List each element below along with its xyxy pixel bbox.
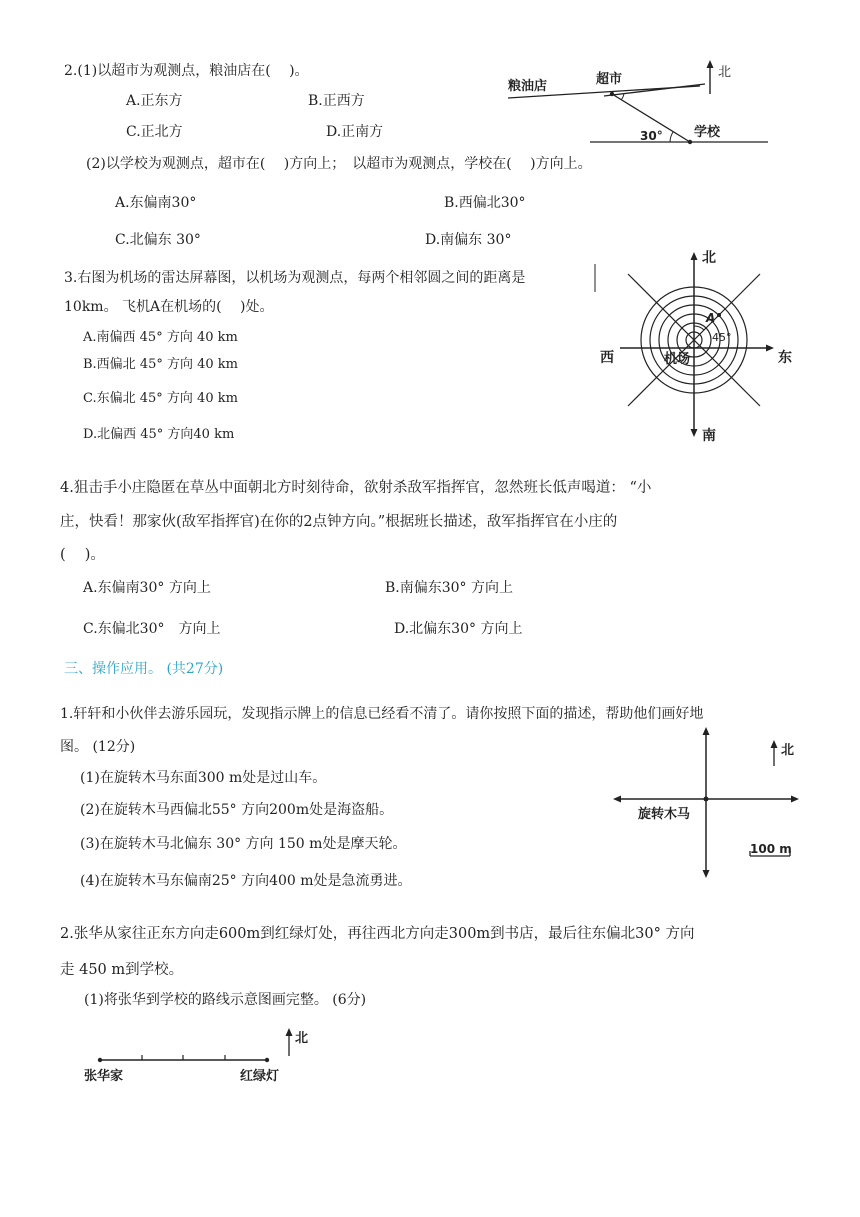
q2-sub1: 2.(1)以超市为观测点，粮油店在( )。 <box>64 63 309 79</box>
q4-option-c: C.东偏北30° 方向上 <box>83 621 221 637</box>
q2-sub2-option-b: B.西偏北30° <box>444 195 526 211</box>
op2-line2: 走 450 m到学校。 <box>60 962 184 978</box>
q3-option-d: D.北偏西 45° 方向40 km <box>83 427 235 442</box>
north-arrow-head <box>707 60 714 68</box>
q2-sub2: (2)以学校为观测点，超市在( )方向上； 以超市为观测点，学校在( )方向上。 <box>86 156 592 172</box>
market-label: 超市 <box>596 72 623 87</box>
q4-option-a: A.东偏南30° 方向上 <box>83 580 211 596</box>
q2-option-c: C.正北方 <box>126 124 183 140</box>
carousel-point <box>704 797 709 802</box>
home-label: 张华家 <box>84 1069 124 1084</box>
store-label: 粮油店 <box>508 79 548 94</box>
map-east-arrowhead <box>791 796 799 803</box>
home-point <box>98 1058 102 1062</box>
school-point <box>688 140 692 144</box>
school-label: 学校 <box>694 125 721 140</box>
scale-label: 100 m <box>750 842 792 856</box>
q2-option-a: A.正东方 <box>126 93 183 109</box>
q4-line3: ( )。 <box>60 547 105 563</box>
q2-option-d: D.正南方 <box>326 124 384 140</box>
q4-line1: 4.狙击手小庄隐匿在草丛中面朝北方时刻待命，欲射杀敌军指挥官，忽然班长低声喝道： “小 <box>60 480 652 496</box>
north-label: 北 <box>718 65 732 80</box>
radar-east-label: 东 <box>778 350 792 366</box>
radar-north-arrow <box>691 252 698 260</box>
carousel-map-figure <box>610 722 806 880</box>
light-point <box>265 1058 269 1062</box>
radar-north-label: 北 <box>702 250 716 266</box>
plane-a-point <box>717 313 721 317</box>
angle-label: 30° <box>640 129 663 143</box>
q3-option-c: C.东偏北 45° 方向 40 km <box>83 391 238 406</box>
radar-angle-label: 45° <box>712 331 732 344</box>
radar-east-arrow <box>766 345 774 352</box>
q4-option-b: B.南偏东30° 方向上 <box>385 580 514 596</box>
map-north-arrowhead <box>703 727 710 735</box>
q2-sub2-option-d: D.南偏东 30° <box>425 232 512 248</box>
radar-south-arrow <box>691 429 698 437</box>
market-point <box>610 92 614 96</box>
q4-line2: 庄，快看！那家伙(敌军指挥官)在你的2点钟方向。”根据班长描述，敌军指挥官在小庄的 <box>60 514 618 530</box>
op1-item4: (4)在旋转木马东偏南25° 方向400 m处是急流勇进。 <box>80 873 412 889</box>
route-north-label: 北 <box>295 1031 309 1046</box>
op1-line1: 1.轩轩和小伙伴去游乐园玩，发现指示牌上的信息已经看不清了。请你按照下面的描述，帮助他们画好地 <box>60 706 704 722</box>
op1-line2: 图。 (12分) <box>60 739 136 755</box>
q2-sub2-option-a: A.东偏南30° <box>115 195 197 211</box>
radar-west-label: 西 <box>600 350 614 366</box>
q3-option-a: A.南偏西 45° 方向 40 km <box>83 330 238 345</box>
section-3-title: 三、操作应用。 (共27分) <box>64 661 224 677</box>
airport-label: 机场 <box>664 352 691 367</box>
q2-map-figure <box>500 56 770 156</box>
plane-a-label: A <box>706 311 716 325</box>
north-indicator-head <box>771 740 778 748</box>
radar-angle-arc <box>694 326 704 330</box>
route-north-head <box>286 1028 293 1036</box>
q2-option-b: B.正西方 <box>308 93 365 109</box>
map-south-arrowhead <box>703 870 710 878</box>
q4-option-d: D.北偏东30° 方向上 <box>394 621 523 637</box>
school-angle-arc <box>670 132 673 142</box>
op1-item1: (1)在旋转木马东面300 m处是过山车。 <box>80 770 327 786</box>
q3-stem-line1: 3.右图为机场的雷达屏幕图，以机场为观测点，每两个相邻圆之间的距离是 <box>64 270 526 286</box>
route-figure <box>82 1022 318 1086</box>
q2-sub2-option-c: C.北偏东 30° <box>115 232 201 248</box>
q3-option-b: B.西偏北 45° 方向 40 km <box>83 357 239 372</box>
op1-item2: (2)在旋转木马西偏北55° 方向200m处是海盗船。 <box>80 802 394 818</box>
op1-item3: (3)在旋转木马北偏东 30° 方向 150 m处是摩天轮。 <box>80 836 407 852</box>
carousel-label: 旋转木马 <box>638 807 691 822</box>
op2-item1: (1)将张华到学校的路线示意图画完整。 (6分) <box>84 992 367 1008</box>
radar-figure <box>594 244 800 444</box>
radar-south-label: 南 <box>702 428 716 444</box>
map-north-label: 北 <box>781 743 795 758</box>
q3-stem-line2: 10km。 飞机A在机场的( )处。 <box>64 299 274 315</box>
op2-line1: 2.张华从家往正东方向走600m到红绿灯处，再往西北方向走300m到书店，最后往东偏北30° 方向 <box>60 926 695 942</box>
map-west-arrowhead <box>613 796 621 803</box>
light-label: 红绿灯 <box>240 1069 280 1084</box>
